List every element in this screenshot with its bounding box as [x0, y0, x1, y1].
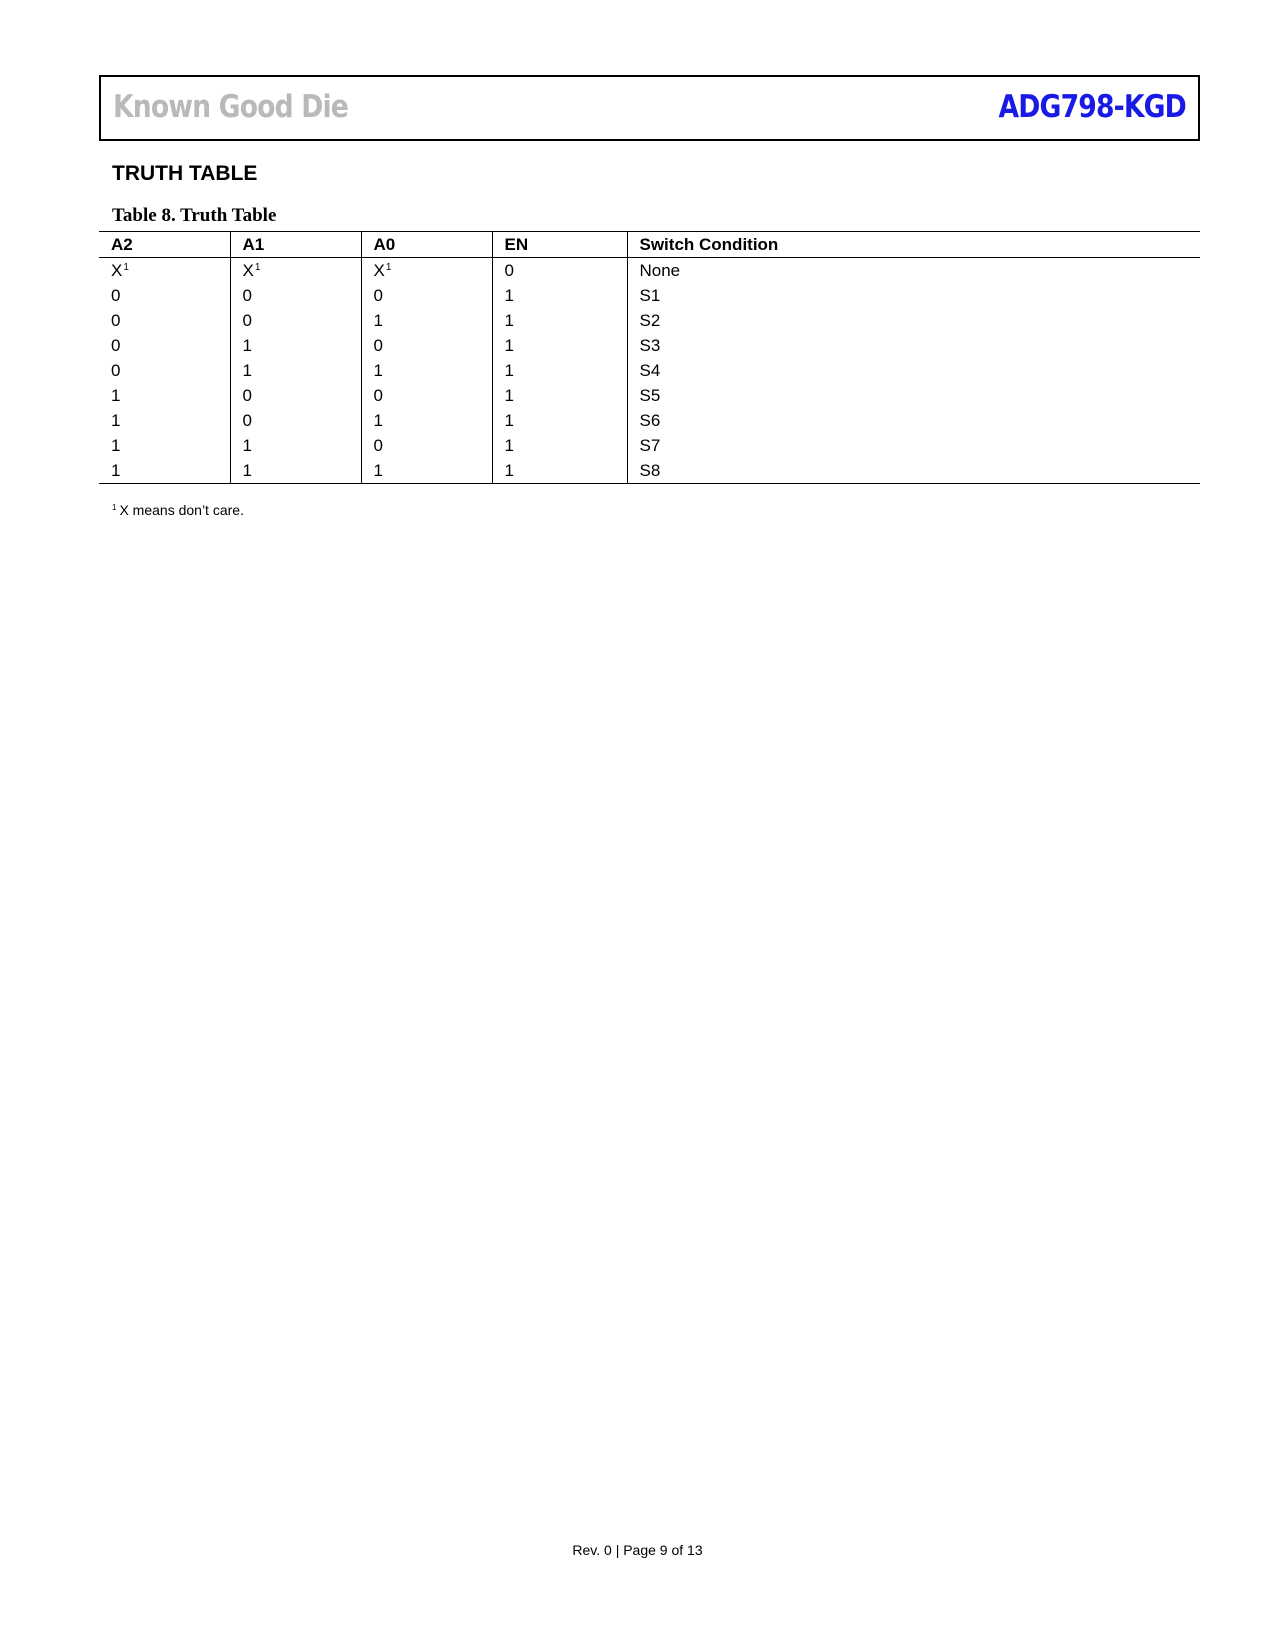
table-cell	[230, 408, 361, 433]
table-cell	[627, 408, 1200, 433]
column-header-switch-condition: Switch Condition	[627, 232, 1200, 258]
table-cell	[627, 333, 1200, 358]
table-cell	[361, 258, 492, 284]
table-cell	[99, 458, 230, 484]
cell-value: X	[373, 261, 385, 280]
table-cell	[361, 458, 492, 484]
table-row	[99, 358, 1200, 383]
cell-value: S1	[639, 286, 661, 305]
column-header-a1: A1	[230, 232, 361, 258]
table-row	[99, 408, 1200, 433]
table-cell	[627, 458, 1200, 484]
cell-value: None	[639, 261, 681, 280]
cell-value: 1	[111, 386, 121, 405]
cell-value: S8	[639, 461, 661, 480]
cell-value: 1	[504, 286, 514, 305]
table-cell	[99, 333, 230, 358]
cell-value: 1	[242, 336, 252, 355]
cell-value: 1	[373, 411, 383, 430]
table-cell	[230, 358, 361, 383]
column-header-a0: A0	[361, 232, 492, 258]
footnote-reference: 1	[385, 262, 392, 273]
table-cell	[99, 408, 230, 433]
table-cell	[99, 433, 230, 458]
table-row	[99, 308, 1200, 333]
cell-value: 1	[111, 436, 121, 455]
cell-value: S3	[639, 336, 661, 355]
table-cell	[627, 283, 1200, 308]
cell-value: 1	[242, 361, 252, 380]
table-body	[99, 258, 1200, 484]
cell-value: S2	[639, 311, 661, 330]
table-cell	[492, 308, 627, 333]
cell-value: 1	[504, 311, 514, 330]
table-cell	[492, 283, 627, 308]
cell-value: 1	[504, 436, 514, 455]
cell-value: 1	[504, 361, 514, 380]
table-cell	[627, 383, 1200, 408]
cell-value: 0	[111, 336, 121, 355]
table-cell	[492, 258, 627, 284]
cell-value: X	[111, 261, 123, 280]
part-number-title: ADG798-KGD	[998, 89, 1186, 125]
table-cell	[361, 333, 492, 358]
table-cell	[99, 258, 230, 284]
table-cell	[99, 283, 230, 308]
table-row	[99, 333, 1200, 358]
table-cell	[492, 458, 627, 484]
footnote-reference: 1	[254, 262, 261, 273]
footnote-marker: 1	[112, 503, 117, 512]
table-cell	[230, 308, 361, 333]
table-cell	[492, 383, 627, 408]
cell-value: 0	[373, 336, 383, 355]
section-heading: TRUTH TABLE	[112, 162, 258, 185]
cell-value: S6	[639, 411, 661, 430]
table-cell	[230, 283, 361, 308]
table-cell	[99, 308, 230, 333]
table-cell	[230, 433, 361, 458]
table-row	[99, 258, 1200, 284]
table-row	[99, 433, 1200, 458]
cell-value: 0	[111, 311, 121, 330]
table-row	[99, 283, 1200, 308]
page-header	[99, 75, 1200, 141]
table-cell	[230, 458, 361, 484]
table-cell	[361, 408, 492, 433]
cell-value: 1	[242, 461, 252, 480]
cell-value: S7	[639, 436, 661, 455]
table-cell	[492, 358, 627, 383]
table-cell	[230, 258, 361, 284]
cell-value: 0	[373, 286, 383, 305]
table-cell	[99, 383, 230, 408]
document-class-label: Known Good Die	[113, 89, 349, 125]
table-cell	[492, 333, 627, 358]
table-cell	[230, 383, 361, 408]
cell-value: 1	[373, 461, 383, 480]
cell-value: 0	[504, 261, 514, 280]
table-cell	[361, 283, 492, 308]
cell-value: 1	[373, 361, 383, 380]
cell-value: 1	[111, 411, 121, 430]
table-cell	[627, 258, 1200, 284]
cell-value: X	[242, 261, 254, 280]
footnote-reference: 1	[123, 262, 129, 273]
cell-value: 1	[504, 386, 514, 405]
table-cell	[361, 433, 492, 458]
footnote-text: X means don’t care.	[119, 502, 244, 518]
cell-value: 0	[242, 411, 252, 430]
page-footer: Rev. 0 | Page 9 of 13	[572, 1542, 703, 1558]
table-cell	[627, 358, 1200, 383]
cell-value: 0	[373, 436, 383, 455]
table-header-row	[99, 232, 1200, 258]
table-cell	[361, 383, 492, 408]
cell-value: 0	[373, 386, 383, 405]
table-cell	[230, 333, 361, 358]
table-cell	[361, 308, 492, 333]
column-header-a2: A2	[111, 235, 133, 254]
cell-value: 1	[242, 436, 252, 455]
table-cell	[361, 358, 492, 383]
cell-value: 1	[504, 336, 514, 355]
table-caption: Table 8. Truth Table	[112, 205, 277, 226]
table-cell	[492, 433, 627, 458]
cell-value: 0	[111, 361, 121, 380]
column-header-en: EN	[492, 232, 627, 258]
cell-value: 0	[111, 286, 121, 305]
table-cell	[99, 358, 230, 383]
cell-value: S5	[639, 386, 661, 405]
cell-value: 0	[242, 286, 252, 305]
cell-value: 1	[504, 461, 514, 480]
truth-table	[99, 231, 1200, 484]
cell-value: S4	[639, 361, 661, 380]
table-row	[99, 383, 1200, 408]
table-cell	[492, 408, 627, 433]
table-row	[99, 458, 1200, 484]
cell-value: 0	[242, 311, 252, 330]
cell-value: 1	[373, 311, 383, 330]
cell-value: 0	[242, 386, 252, 405]
cell-value: 1	[111, 461, 121, 480]
table-footnote	[112, 502, 244, 518]
table-cell	[627, 433, 1200, 458]
table-cell	[627, 308, 1200, 333]
cell-value: 1	[504, 411, 514, 430]
